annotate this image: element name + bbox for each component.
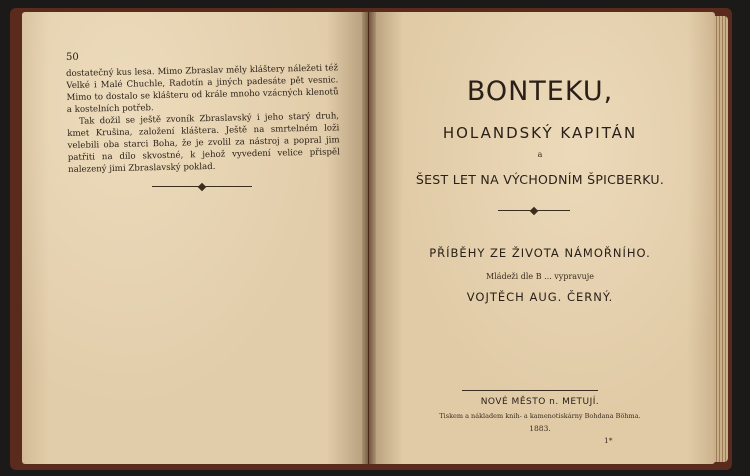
book-subtitle: HOLANDSKÝ KAPITÁN: [442, 124, 638, 142]
signature-mark: 1*: [604, 436, 613, 445]
left-page-body: [66, 62, 340, 176]
ornament-divider-left: [152, 186, 252, 187]
paragraph: Tak dožil se ještě zvoník Zbraslavský i jeho starý druh, kmet Krušina, založení kláštera. Ještě na smrtelném loži velebili oba starci Boha, že je zvolil za nástroj a popral jim patřiti na dílo skvostné, k jehož vyvedení velice přispěl nalezený jimi Zbraslavský poklad.: [67, 111, 340, 175]
imprint-rule: [462, 390, 598, 391]
paragraph: dostatečný kus lesa. Mimo Zbraslav měly kláštery náležeti též Velké i Malé Chuchle, Radotín a jiných padesáte pět vesnic. Mimo to dostalo se klášteru od krále mnoho vzácných klenotů a kostelních potřeb.: [66, 63, 339, 115]
imprint-place: NOVÉ MĚSTO n. METUJÍ.: [480, 397, 600, 407]
page-edges: [714, 16, 728, 462]
author-name: VOJTĚCH AUG. ČERNÝ.: [466, 290, 614, 304]
conjunction: a: [537, 150, 543, 159]
imprint-year: 1883.: [529, 424, 551, 433]
book-title: BONTEKU,: [466, 76, 614, 107]
ornament-divider-right: [498, 210, 570, 211]
page-number: 50: [66, 52, 79, 63]
second-title: ŠEST LET NA VÝCHODNÍM ŠPICBERKU.: [415, 172, 665, 187]
imprint-printer: Tiskem a nákladem knih- a kamenotiskárny Bohdana Böhma.: [439, 412, 641, 420]
adapted-line: Mládeži dle B ... vypravuje: [486, 272, 594, 281]
series-title: PŘÍBĚHY ZE ŽIVOTA NÁMOŘNÍHO.: [429, 246, 651, 260]
